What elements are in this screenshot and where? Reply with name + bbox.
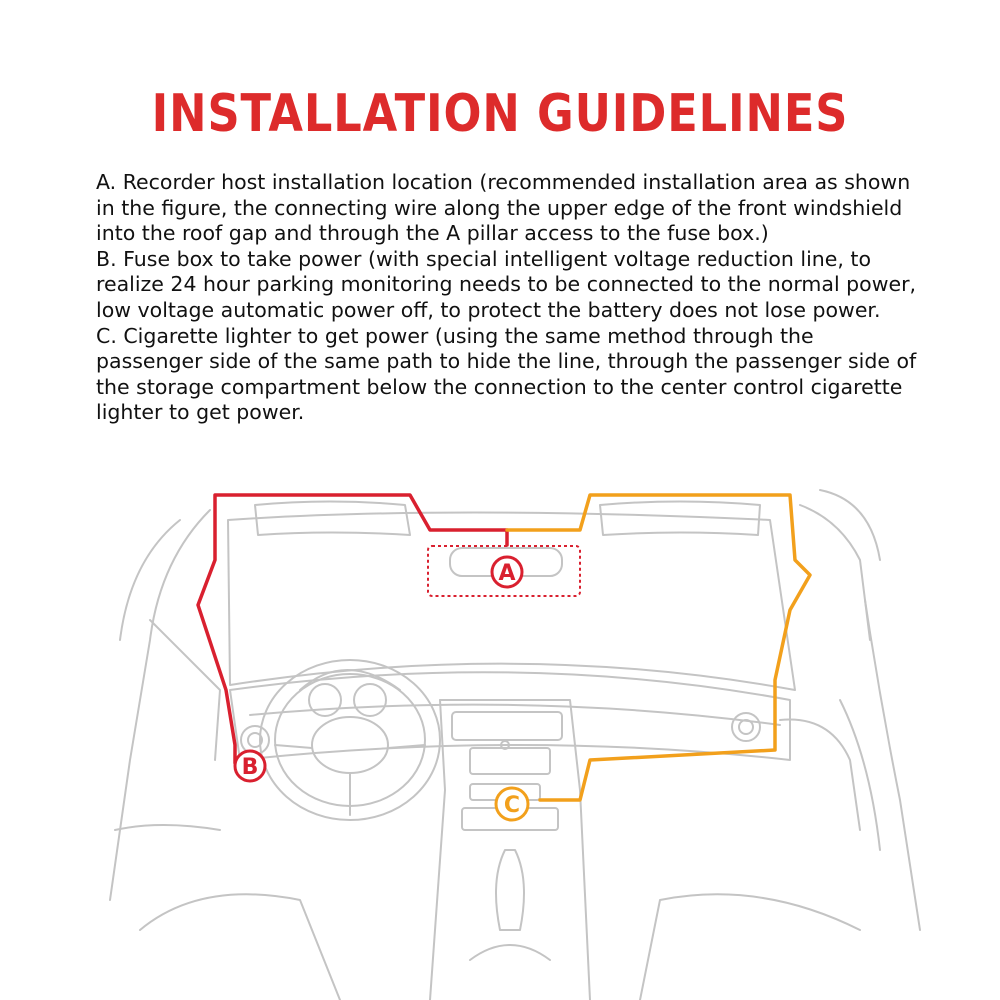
marker-a <box>492 557 522 587</box>
marker-c <box>496 788 528 820</box>
marker-a-label: A <box>498 561 516 586</box>
marker-c-label: C <box>503 793 521 818</box>
instruction-a: A. Recorder host installation location (recommended installation area as shown in the figure, the connecting wire along the upper edge of the front windshield into the roof gap and through the A pillar access to the fuse box.) <box>96 170 911 246</box>
instruction-b: B. Fuse box to take power (with special intelligent voltage reduction line, to realize 24 hour parking monitoring needs to be connected to the normal power, low voltage automatic power off, to protect the battery does not lose power. <box>96 246 917 322</box>
car-interior-diagram <box>0 470 1000 1000</box>
instruction-c: C. Cigarette lighter to get power (using the same method through the passenger side of the same path to hide the line, through the passenger side of the storage compartment below the connection to the center control cigarette lighter to get power. <box>96 323 917 425</box>
instructions <box>96 170 926 426</box>
page-title: INSTALLATION GUIDELINES <box>151 84 849 144</box>
cigarette-lighter-wire-route <box>507 495 810 800</box>
marker-b-label: B <box>241 755 259 780</box>
marker-b <box>235 751 265 781</box>
fuse-box-wire-route <box>198 495 507 763</box>
